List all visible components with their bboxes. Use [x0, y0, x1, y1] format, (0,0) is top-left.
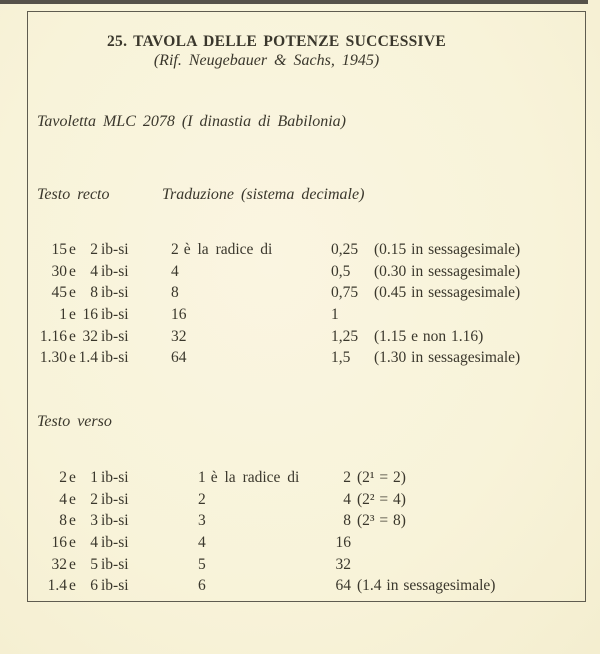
note: (2² = 4)	[357, 490, 406, 508]
root-number: 1.4	[78, 349, 98, 367]
ibsi-label: ib-si	[101, 555, 129, 573]
ibsi-label: ib-si	[101, 306, 129, 324]
decimal-value: 0,25	[331, 241, 359, 258]
verso-heading: Testo verso	[37, 413, 112, 430]
decimal-value: 1	[331, 306, 339, 324]
e-label: e	[69, 512, 76, 530]
e-label: e	[69, 469, 76, 486]
ibsi-label: ib-si	[101, 490, 129, 508]
power-cell	[198, 510, 331, 532]
table-row	[28, 510, 585, 532]
sexagesimal-number: 45	[51, 284, 67, 302]
power-value: 6	[198, 577, 206, 595]
power-cell	[198, 554, 331, 576]
translation-heading: Traduzione (sistema decimale)	[162, 186, 365, 203]
root-number: 16	[82, 306, 98, 324]
decimal-value: 0,5	[331, 262, 351, 280]
ibsi-label: ib-si	[101, 284, 129, 302]
table-row	[28, 575, 585, 597]
root-number: 6	[90, 577, 98, 595]
sexagesimal-number: 1	[59, 306, 67, 324]
root-number: 1	[90, 469, 98, 486]
ibsi-label: ib-si	[101, 327, 129, 345]
note: (1.4 in sessagesimale)	[357, 577, 496, 595]
power-cell	[171, 347, 331, 369]
root-number: 32	[82, 327, 98, 345]
page-title: 25. TAVOLA DELLE POTENZE SUCCESSIVE	[106, 33, 447, 50]
content-frame	[27, 11, 586, 602]
e-label: e	[69, 349, 76, 367]
table-row	[28, 532, 585, 554]
recto-section-header	[28, 186, 585, 208]
power-cell	[198, 575, 331, 597]
table-row	[28, 467, 585, 489]
e-label: e	[69, 327, 76, 345]
sexagesimal-number: 32	[51, 555, 67, 573]
tablet-description: Tavoletta MLC 2078 (I dinastia di Babilonia)	[37, 113, 346, 130]
power-value: 1	[198, 469, 206, 486]
decimal-value: 0,75	[331, 284, 359, 302]
e-label: e	[69, 262, 76, 280]
power-cell	[171, 304, 331, 326]
decimal-value: 16	[335, 534, 351, 552]
power-cell	[198, 467, 331, 489]
verso-table	[28, 467, 585, 597]
table-row	[28, 282, 585, 304]
recto-heading: Testo recto	[37, 186, 110, 203]
ibsi-label: ib-si	[101, 512, 129, 530]
table-row	[28, 554, 585, 576]
note: (1.15 e non 1.16)	[374, 327, 484, 345]
e-label: e	[69, 555, 76, 573]
decimal-value: 32	[335, 555, 351, 573]
note: (0.15 in sessagesimale)	[374, 241, 521, 258]
power-value: 4	[171, 262, 179, 280]
note	[351, 532, 585, 554]
power-cell	[171, 261, 331, 283]
note: (2³ = 8)	[357, 512, 406, 530]
power-value: 3	[198, 512, 206, 530]
radice-phrase: è la radice di	[183, 241, 273, 258]
e-label: e	[69, 241, 76, 258]
radice-phrase: è la radice di	[210, 469, 300, 486]
verso-section-header	[28, 413, 585, 435]
power-value: 8	[171, 284, 179, 302]
decimal-value: 4	[343, 490, 351, 508]
page-subtitle: (Rif. Neugebauer & Sachs, 1945)	[153, 52, 380, 69]
power-value: 32	[171, 327, 187, 345]
table-row	[28, 489, 585, 511]
root-number: 5	[90, 555, 98, 573]
sexagesimal-number: 15	[51, 241, 67, 258]
root-number: 2	[90, 490, 98, 508]
power-cell	[171, 282, 331, 304]
recto-table	[28, 239, 585, 369]
root-number: 2	[90, 241, 98, 258]
power-cell	[198, 532, 331, 554]
sexagesimal-number: 1.16	[39, 327, 67, 345]
power-value: 5	[198, 555, 206, 573]
note: (2¹ = 2)	[357, 469, 406, 486]
scan-edge-strip	[0, 0, 588, 4]
sexagesimal-number: 1.30	[39, 349, 67, 367]
table-row	[28, 239, 585, 261]
power-value: 4	[198, 534, 206, 552]
decimal-value: 8	[343, 512, 351, 530]
power-value: 64	[171, 349, 187, 367]
ibsi-label: ib-si	[101, 534, 129, 552]
e-label: e	[69, 577, 76, 595]
e-label: e	[69, 306, 76, 324]
sexagesimal-number: 8	[59, 512, 67, 530]
root-number: 4	[90, 534, 98, 552]
table-row	[28, 261, 585, 283]
power-cell	[198, 489, 331, 511]
sexagesimal-number: 16	[51, 534, 67, 552]
sexagesimal-number: 1.4	[47, 577, 67, 595]
decimal-value: 1,5	[331, 349, 351, 367]
decimal-value: 64	[335, 577, 351, 595]
ibsi-label: ib-si	[101, 469, 129, 486]
e-label: e	[69, 284, 76, 302]
sexagesimal-number: 4	[59, 490, 67, 508]
note: (1.30 in sessagesimale)	[374, 349, 521, 367]
power-cell	[171, 239, 331, 261]
decimal-value: 1,25	[331, 327, 359, 345]
root-number: 3	[90, 512, 98, 530]
e-label: e	[69, 490, 76, 508]
ibsi-label: ib-si	[101, 577, 129, 595]
ibsi-label: ib-si	[101, 241, 129, 258]
power-value: 16	[171, 306, 187, 324]
table-row	[28, 304, 585, 326]
root-number: 8	[90, 284, 98, 302]
sexagesimal-number: 2	[59, 469, 67, 486]
root-number: 4	[90, 262, 98, 280]
note	[351, 554, 585, 576]
table-row	[28, 347, 585, 369]
power-value: 2	[171, 241, 179, 258]
ibsi-label: ib-si	[101, 349, 129, 367]
decimal-value: 2	[343, 469, 351, 486]
power-value: 2	[198, 490, 206, 508]
e-label: e	[69, 534, 76, 552]
ibsi-label: ib-si	[101, 262, 129, 280]
note: (0.45 in sessagesimale)	[374, 284, 521, 302]
note: (0.30 in sessagesimale)	[374, 262, 521, 280]
sexagesimal-number: 30	[51, 262, 67, 280]
table-row	[28, 326, 585, 348]
power-cell	[171, 326, 331, 348]
note	[374, 304, 585, 326]
